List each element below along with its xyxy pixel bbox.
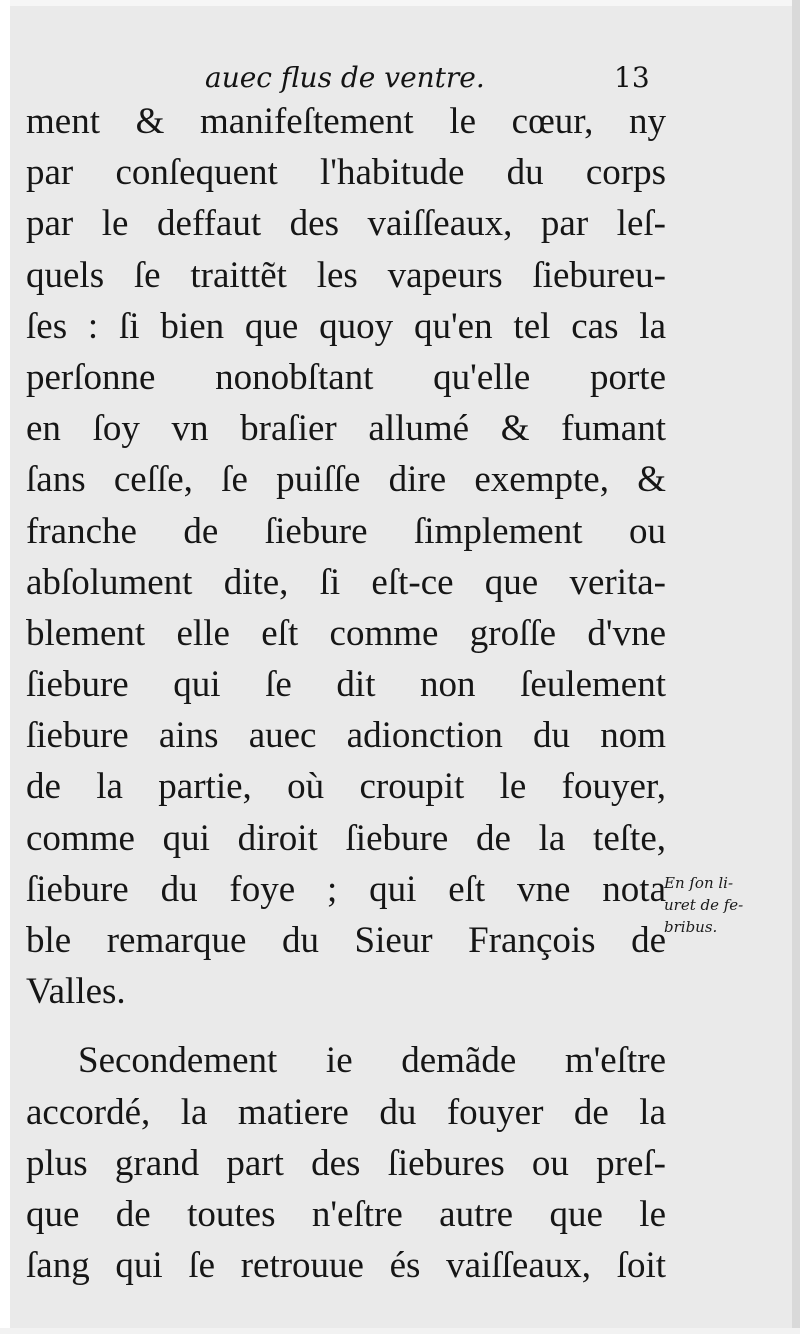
running-head-title: auec flus de ventre.	[205, 61, 485, 94]
running-head	[0, 58, 800, 98]
text-line: de la partie, où croupit le fouyer,	[26, 766, 666, 808]
text-line: abſolument dite, ſi eſt-ce que verita-	[26, 561, 666, 603]
text-line: Valles.	[26, 971, 126, 1013]
text-line: en ſoy vn braſier allumé & fumant	[26, 408, 666, 450]
page-edge-right	[792, 0, 800, 1334]
text-line: ſiebure qui ſe dit non ſeulement	[26, 664, 666, 706]
text-line: que de toutes n'eſtre autre que le	[26, 1193, 666, 1235]
text-line: ſiebure du foye ; qui eſt vne nota	[26, 868, 666, 910]
text-line: ſang qui ſe retrouue és vaiſſeaux, ſoit	[26, 1245, 666, 1287]
text-line: accordé, la matiere du fouyer de la	[26, 1091, 666, 1133]
text-line: plus grand part des ſiebures ou preſ-	[26, 1142, 666, 1184]
page-edge-left	[0, 0, 10, 1334]
text-line: par le deffaut des vaiſſeaux, par leſ-	[26, 203, 666, 245]
marginal-note-line: En ſon li-	[664, 874, 734, 892]
marginal-note-line: uret de fe-	[664, 896, 744, 914]
body-text	[26, 96, 666, 1291]
text-line: ſans ceſſe, ſe puiſſe dire exempte, &	[26, 459, 666, 501]
text-line: blement elle eſt comme groſſe d'vne	[26, 612, 666, 654]
text-line: comme qui diroit ſiebure de la teſte,	[26, 817, 666, 859]
text-line: franche de ſiebure ſimplement ou	[26, 510, 666, 552]
marginal-note	[664, 872, 788, 938]
text-line: ſiebure ains auec adionction du nom	[26, 715, 666, 757]
marginal-note-line: bribus.	[664, 918, 718, 936]
text-line: par conſequent l'habitude du corps	[26, 152, 666, 194]
page-edge-bottom	[0, 1328, 800, 1334]
page-edge-top	[0, 0, 800, 6]
paragraph-first-line: Secondement ie demãde m'eſtre	[78, 1040, 666, 1082]
text-line: quels ſe traittẽt les vapeurs ſiebureu-	[26, 254, 666, 296]
text-line: perſonne nonobſtant qu'elle porte	[26, 356, 666, 398]
text-line: ſes : ſi bien que quoy qu'en tel cas la	[26, 305, 666, 347]
page-number: 13	[614, 61, 650, 94]
text-line: ment & manifeſtement le cœur, ny	[26, 101, 666, 142]
text-line: ble remarque du Sieur François de	[26, 920, 666, 961]
